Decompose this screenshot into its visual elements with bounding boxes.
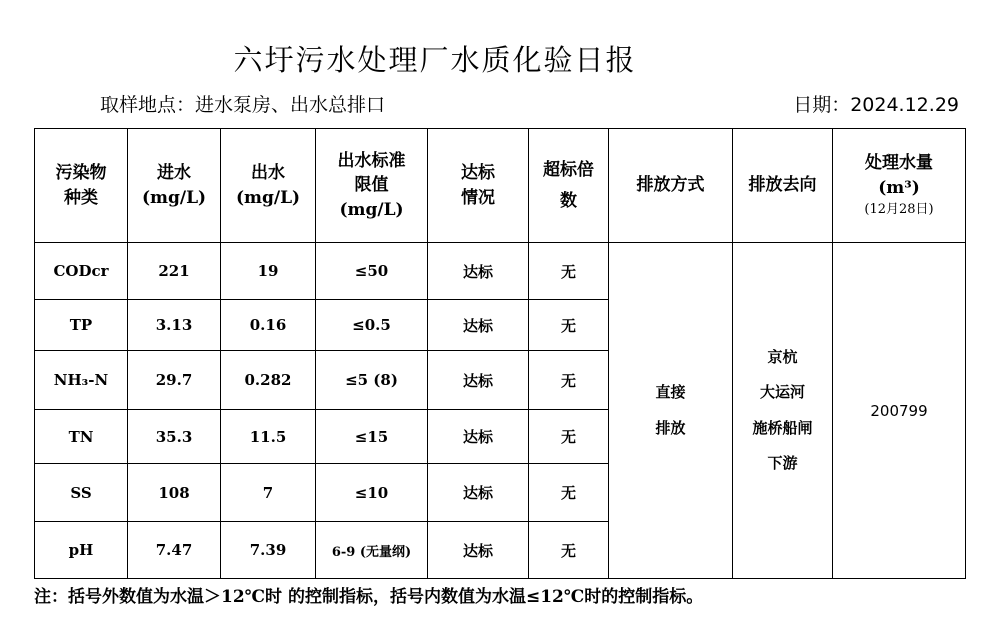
header-pollutant: 污染物 种类 [35,129,128,243]
header-discharge-direction: 排放去向 [733,129,833,243]
inflow-cell: 7.47 [128,522,221,579]
outflow-cell: 19 [221,243,316,300]
inflow-cell: 3.13 [128,300,221,351]
header-exceed: 超标倍 数 [529,129,609,243]
status-cell: 达标 [428,522,529,579]
pollutant-cell: NH₃-N [35,351,128,410]
report-title: 六圩污水处理厂水质化验日报 [233,43,637,77]
inflow-cell: 221 [128,243,221,300]
limit-cell: 6-9 (无量纲) [316,522,428,579]
pollutant-cell: TP [35,300,128,351]
header-compliance: 达标 情况 [428,129,529,243]
status-cell: 达标 [428,410,529,464]
limit-cell: ≤5 (8) [316,351,428,410]
limit-cell: ≤50 [316,243,428,300]
treated-volume-cell: 200799 [833,243,966,579]
header-outflow: 出水 (mg/L) [221,129,316,243]
header-limit: 出水标准 限值 (mg/L) [316,129,428,243]
outflow-cell: 7 [221,464,316,522]
status-cell: 达标 [428,243,529,300]
discharge-method-cell: 直接 排放 [609,243,733,579]
exceed-cell: 无 [529,243,609,300]
pollutant-cell: pH [35,522,128,579]
exceed-cell: 无 [529,522,609,579]
header-volume: 处理水量 (m³) (12月28日) [833,129,966,243]
status-cell: 达标 [428,300,529,351]
pollutant-cell: CODcr [35,243,128,300]
limit-cell: ≤10 [316,464,428,522]
footnote: 注：括号外数值为水温＞12℃时 的控制指标，括号内数值为水温≤12℃时的控制指标。 [34,587,704,607]
status-cell: 达标 [428,351,529,410]
sampling-location: 取样地点：进水泵房、出水总排口 [100,94,386,116]
status-cell: 达标 [428,464,529,522]
pollutant-cell: TN [35,410,128,464]
exceed-cell: 无 [529,410,609,464]
header-discharge-method: 排放方式 [609,129,733,243]
outflow-cell: 0.282 [221,351,316,410]
discharge-direction-cell: 京杭 大运河 施桥船闸 下游 [733,243,833,579]
table-row [35,243,966,300]
outflow-cell: 7.39 [221,522,316,579]
inflow-cell: 108 [128,464,221,522]
exceed-cell: 无 [529,464,609,522]
inflow-cell: 29.7 [128,351,221,410]
exceed-cell: 无 [529,300,609,351]
exceed-cell: 无 [529,351,609,410]
pollutant-cell: SS [35,464,128,522]
limit-cell: ≤0.5 [316,300,428,351]
header-inflow: 进水 (mg/L) [128,129,221,243]
outflow-cell: 0.16 [221,300,316,351]
water-quality-table [34,128,966,579]
header-row [35,129,966,243]
outflow-cell: 11.5 [221,410,316,464]
report-date: 日期：2024.12.29 [793,94,959,116]
inflow-cell: 35.3 [128,410,221,464]
limit-cell: ≤15 [316,410,428,464]
